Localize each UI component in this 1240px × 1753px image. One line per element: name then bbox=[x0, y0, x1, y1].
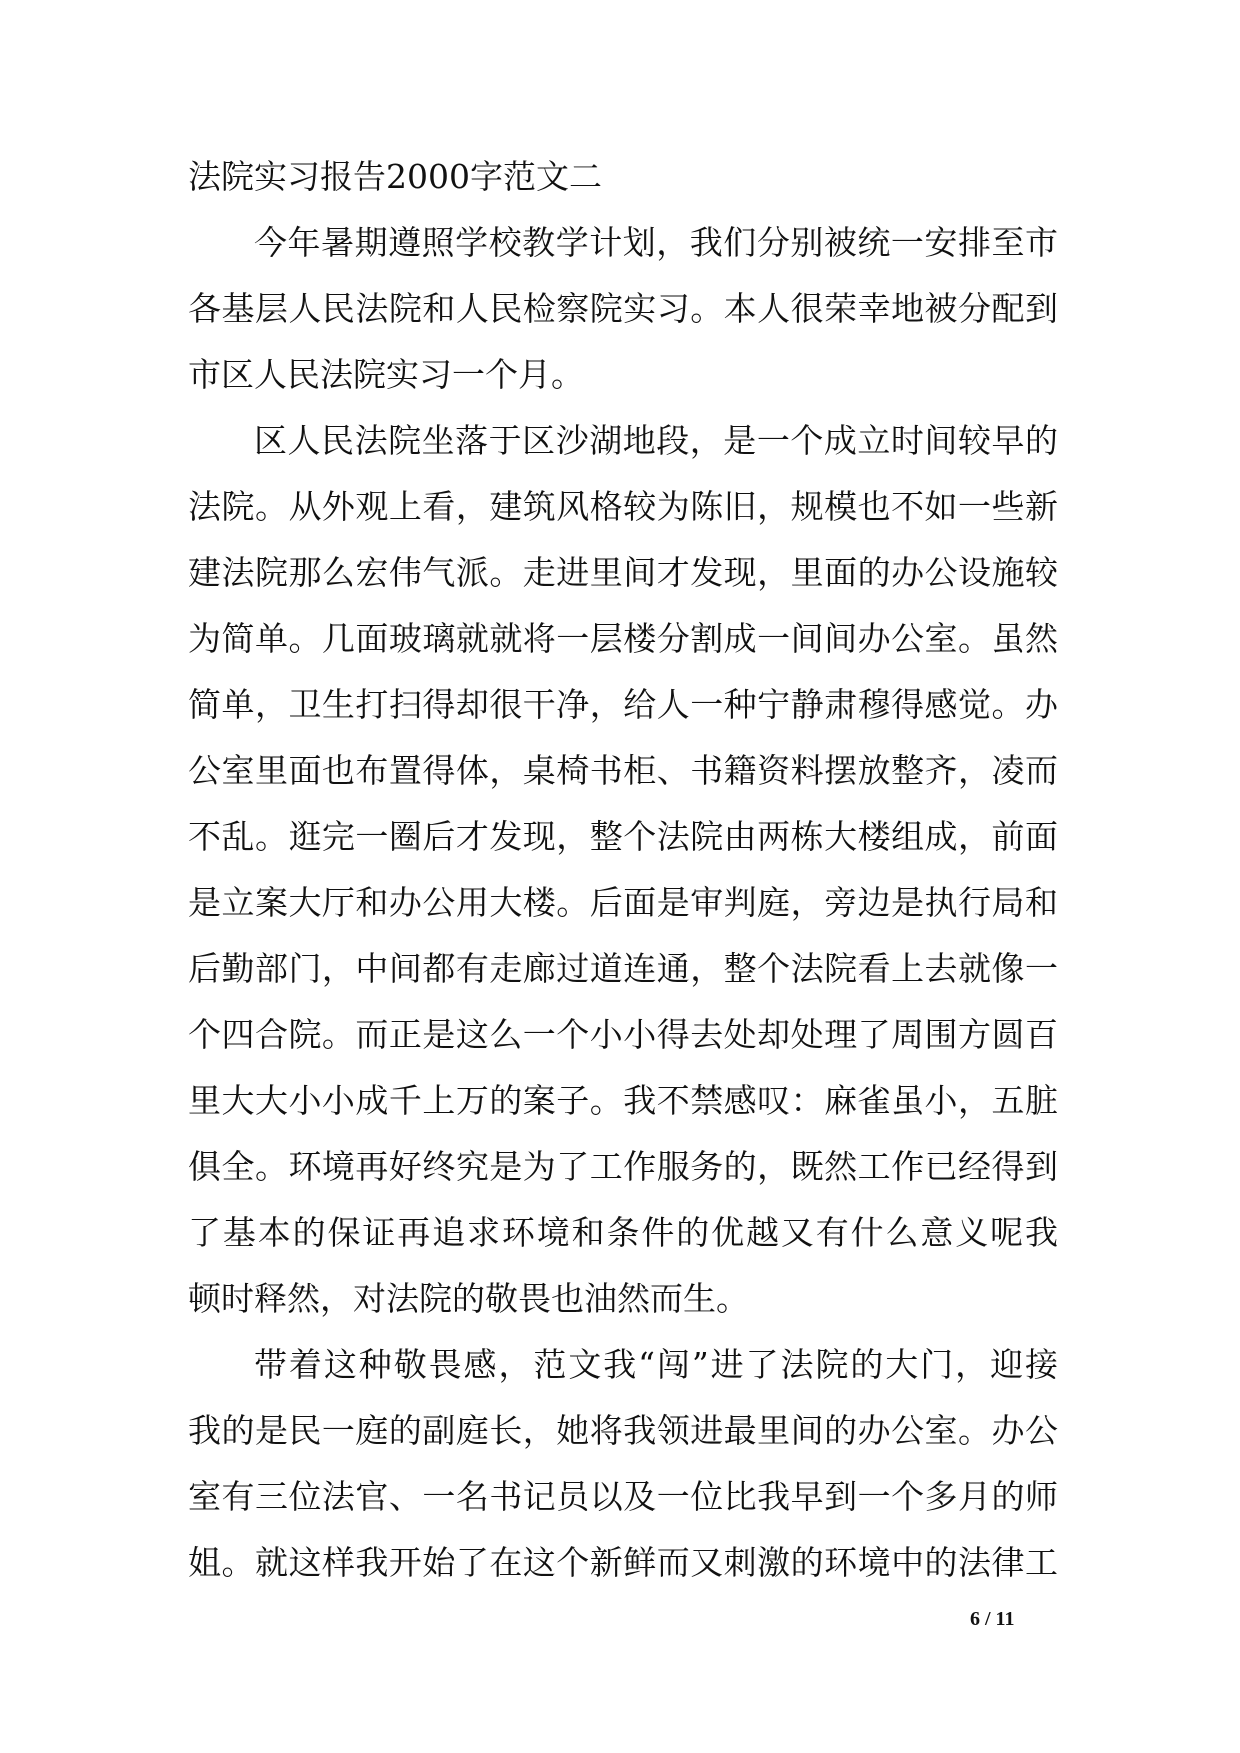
text-line: 我的是民一庭的副庭长，她将我领进最里间的办公室。办公 bbox=[188, 1411, 1058, 1450]
text-line: 后勤部门，中间都有走廊过道连通，整个法院看上去就像一 bbox=[188, 949, 1058, 988]
text-line: 建法院那么宏伟气派。走进里间才发现，里面的办公设施较 bbox=[188, 553, 1058, 592]
text-line: 带着这种敬畏感，范文我“闯”进了法院的大门，迎接 bbox=[254, 1345, 1058, 1384]
text-line: 姐。就这样我开始了在这个新鲜而又刺激的环境中的法律工 bbox=[188, 1543, 1058, 1582]
document-title: 法院实习报告2000字范文二 bbox=[188, 157, 602, 196]
text-line: 了基本的保证再追求环境和条件的优越又有什么意义呢我 bbox=[188, 1213, 1058, 1252]
text-line: 区人民法院坐落于区沙湖地段，是一个成立时间较早的 bbox=[254, 421, 1058, 460]
paragraph-2 bbox=[188, 421, 1058, 1318]
text-line: 室有三位法官、一名书记员以及一位比我早到一个多月的师 bbox=[188, 1477, 1058, 1516]
text-line: 个四合院。而正是这么一个小小得去处却处理了周围方圆百 bbox=[188, 1015, 1058, 1054]
text-line: 为简单。几面玻璃就就将一层楼分割成一间间办公室。虽然 bbox=[188, 619, 1058, 658]
text-line: 顿时释然，对法院的敬畏也油然而生。 bbox=[188, 1279, 749, 1318]
text-line: 不乱。逛完一圈后才发现，整个法院由两栋大楼组成，前面 bbox=[188, 817, 1058, 856]
text-line: 俱全。环境再好终究是为了工作服务的，既然工作已经得到 bbox=[188, 1147, 1058, 1186]
text-line: 公室里面也布置得体，桌椅书柜、书籍资料摆放整齐，凌而 bbox=[188, 751, 1058, 790]
paragraph-3 bbox=[188, 1345, 1058, 1582]
text-line: 今年暑期遵照学校教学计划，我们分别被统一安排至市 bbox=[254, 223, 1058, 262]
paragraph-1 bbox=[188, 223, 1058, 394]
text-line: 是立案大厅和办公用大楼。后面是审判庭，旁边是执行局和 bbox=[188, 883, 1058, 922]
text-line: 简单，卫生打扫得却很干净，给人一种宁静肃穆得感觉。办 bbox=[188, 685, 1058, 724]
text-line: 各基层人民法院和人民检察院实习。本人很荣幸地被分配到 bbox=[188, 289, 1058, 328]
document-body bbox=[188, 157, 1058, 1612]
text-line: 法院。从外观上看，建筑风格较为陈旧，规模也不如一些新 bbox=[188, 487, 1058, 526]
text-line: 市区人民法院实习一个月。 bbox=[188, 355, 584, 394]
page-number: 6 / 11 bbox=[970, 1608, 1015, 1630]
text-line: 里大大小小成千上万的案子。我不禁感叹：麻雀虽小，五脏 bbox=[188, 1081, 1058, 1120]
